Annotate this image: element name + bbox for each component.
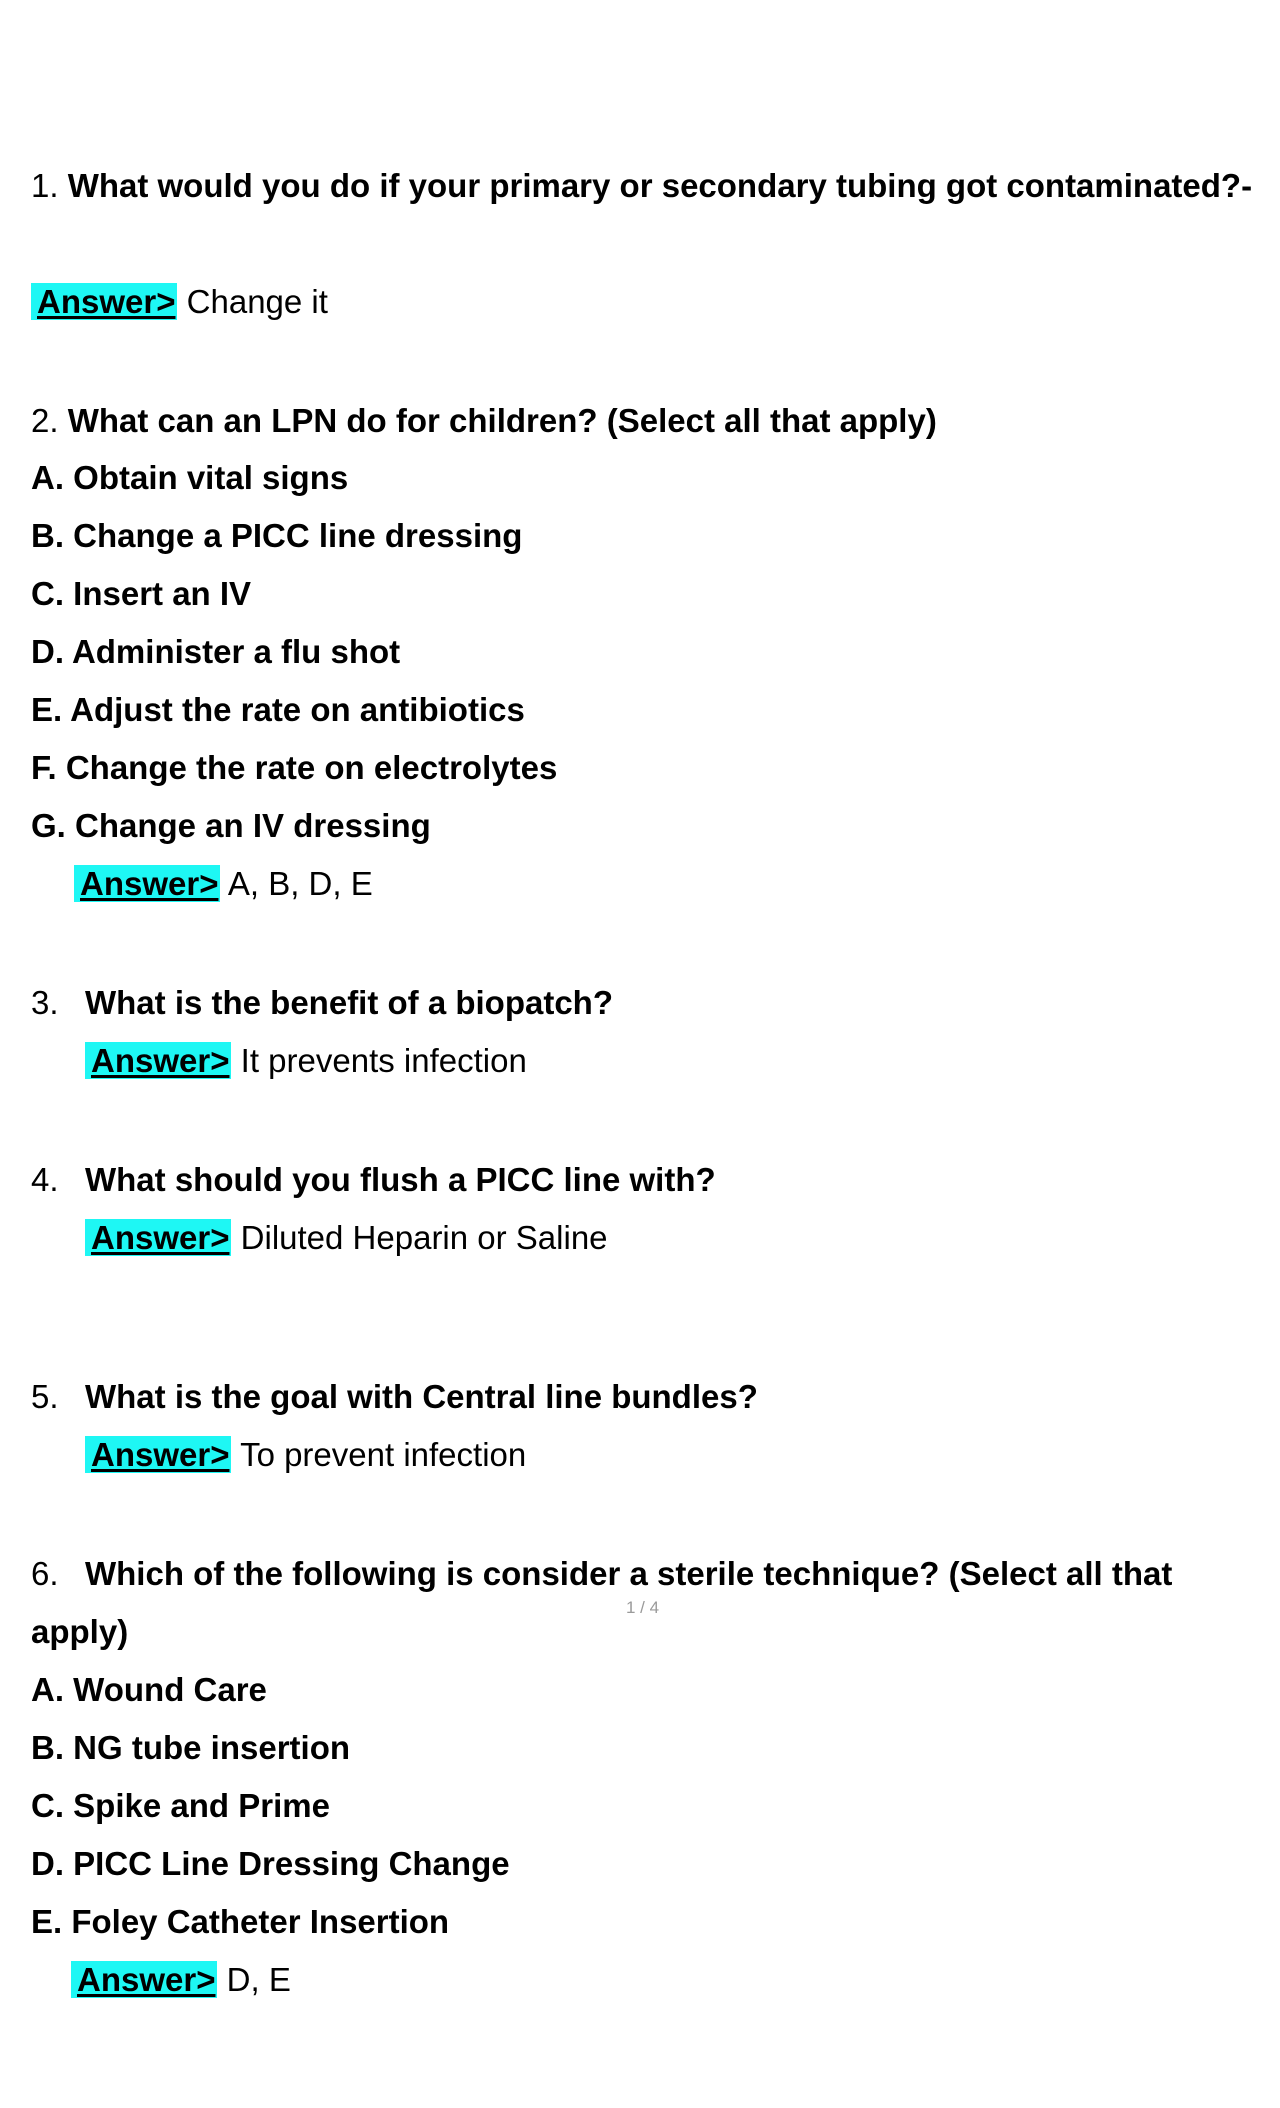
question-number: 2. <box>31 402 59 439</box>
answer-badge: Answer> <box>85 1436 231 1473</box>
option-2d: D. Administer a flu shot <box>31 633 401 670</box>
answer-badge: Answer> <box>71 1961 217 1998</box>
option-2c: C. Insert an IV <box>31 575 252 612</box>
option-2f: F. Change the rate on electrolytes <box>31 749 558 786</box>
question-2 <box>31 401 937 441</box>
answer-text: Diluted Heparin or Saline <box>240 1219 608 1256</box>
question-text: Which of the following is consider a sterile technique? (Select all that <box>85 1555 1173 1592</box>
question-3 <box>31 983 613 1023</box>
page-indicator: 1 / 4 <box>626 1598 660 1617</box>
option-2b: B. Change a PICC line dressing <box>31 517 523 554</box>
option-2e: E. Adjust the rate on antibiotics <box>31 691 525 728</box>
answer-5 <box>85 1435 526 1475</box>
answer-6 <box>71 1960 291 2000</box>
answer-1 <box>31 282 328 322</box>
option-6b: B. NG tube insertion <box>31 1729 351 1766</box>
option-2g: G. Change an IV dressing <box>31 807 431 844</box>
question-6-continued: apply) <box>31 1613 129 1650</box>
question-text: What is the benefit of a biopatch? <box>85 984 613 1021</box>
answer-badge: Answer> <box>85 1219 231 1256</box>
question-number: 3. <box>31 984 59 1021</box>
question-5 <box>31 1377 758 1417</box>
answer-3 <box>85 1041 527 1081</box>
question-number: 1. <box>31 167 59 204</box>
question-text: What can an LPN do for children? (Select all that apply) <box>67 402 937 439</box>
answer-badge: Answer> <box>74 865 220 902</box>
answer-text: A, B, D, E <box>227 865 373 902</box>
question-number: 6. <box>31 1555 59 1592</box>
answer-badge: Answer> <box>31 283 177 320</box>
question-text: What would you do if your primary or secondary tubing got contaminated?- <box>67 167 1253 204</box>
answer-text: Change it <box>186 283 328 320</box>
question-text: What is the goal with Central line bundles? <box>85 1378 758 1415</box>
question-text: What should you flush a PICC line with? <box>85 1161 716 1198</box>
option-6e: E. Foley Catheter Insertion <box>31 1903 450 1940</box>
option-2a: A. Obtain vital signs <box>31 459 349 496</box>
option-6d: D. PICC Line Dressing Change <box>31 1845 510 1882</box>
option-6a: A. Wound Care <box>31 1671 267 1708</box>
question-4 <box>31 1160 716 1200</box>
question-number: 4. <box>31 1161 59 1198</box>
answer-text: It prevents infection <box>240 1042 527 1079</box>
answer-text: To prevent infection <box>240 1436 527 1473</box>
question-1 <box>31 166 1252 206</box>
option-6c: C. Spike and Prime <box>31 1787 330 1824</box>
question-6 <box>31 1554 1172 1594</box>
answer-text: D, E <box>226 1961 291 1998</box>
answer-4 <box>85 1218 608 1258</box>
question-number: 5. <box>31 1378 59 1415</box>
answer-2 <box>74 864 373 904</box>
answer-badge: Answer> <box>85 1042 231 1079</box>
